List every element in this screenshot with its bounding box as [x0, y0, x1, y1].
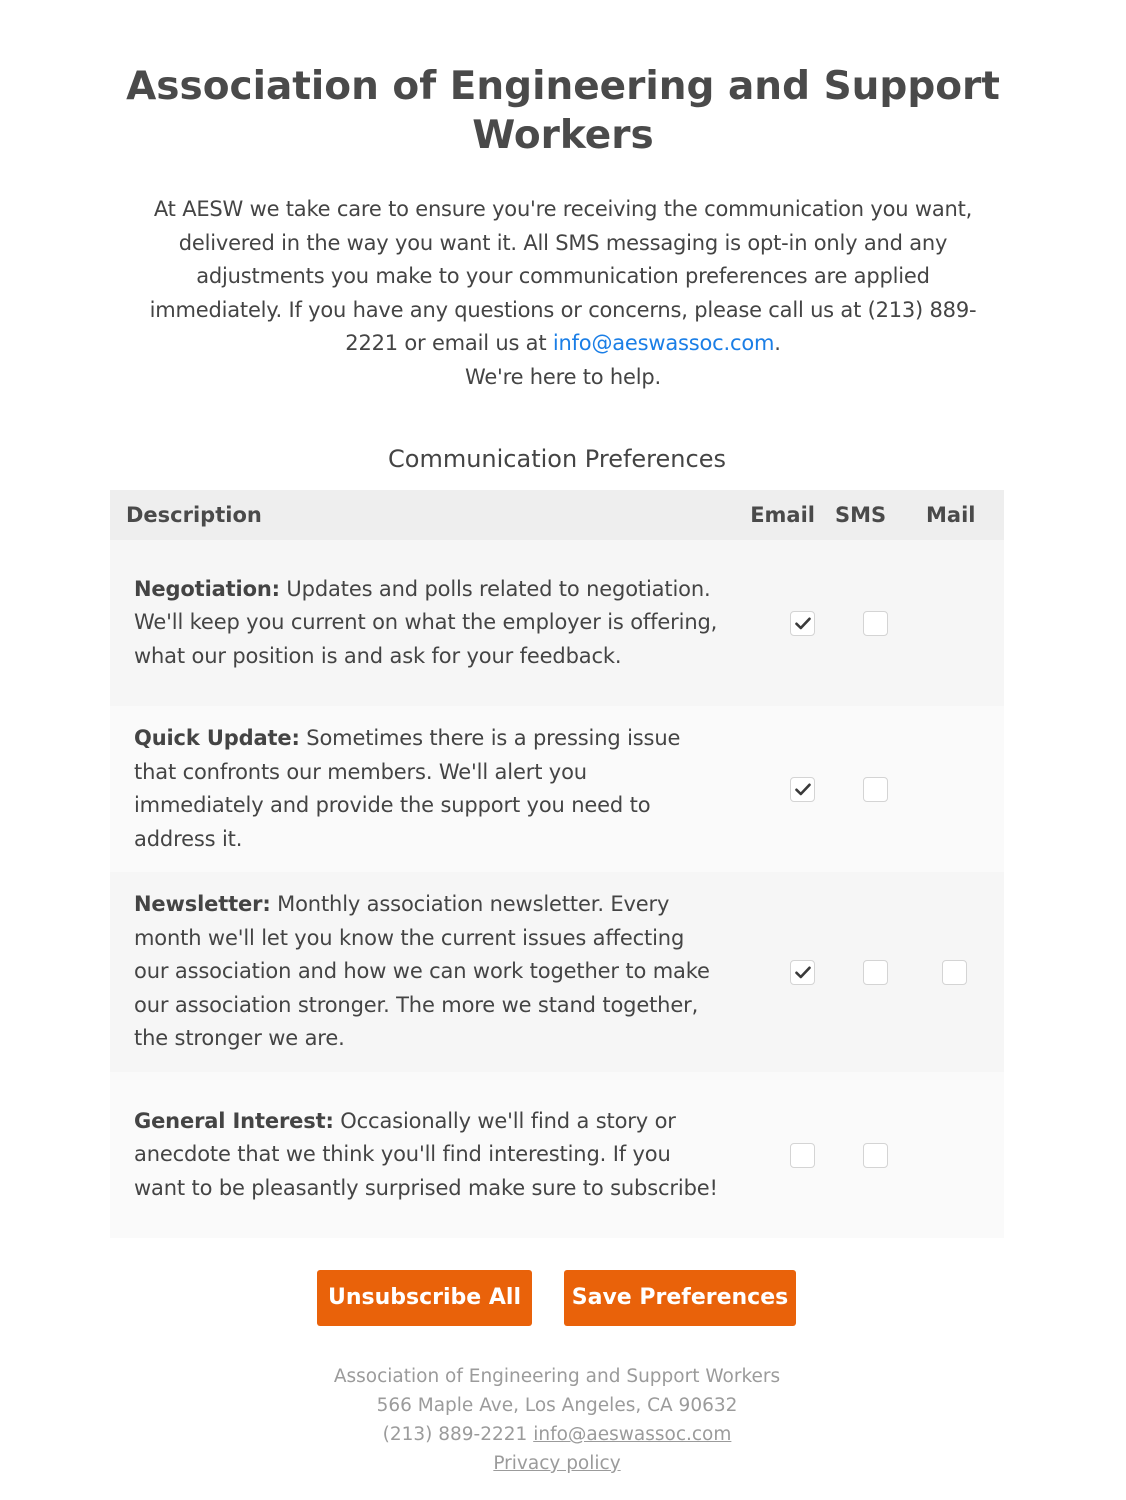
intro-closing: We're here to help. [464, 364, 662, 389]
email-cell [720, 706, 830, 872]
preference-description [110, 706, 720, 872]
email-cell [720, 540, 830, 706]
email-checkbox[interactable] [790, 960, 815, 985]
preference-text: Monthly association newsletter. Every month we'll let you know the current issues affecting our association and how we can work together to make our association stronger. The more we stand together, the stronger we are. [134, 892, 710, 1051]
save-preferences-button[interactable]: Save Preferences [564, 1270, 796, 1326]
preference-description [110, 872, 720, 1072]
table-row [110, 872, 1004, 1072]
intro-text [132, 193, 994, 395]
page-title: Association of Engineering and Support Workers [126, 64, 1000, 158]
sms-checkbox[interactable] [863, 1143, 888, 1168]
preference-name: Quick Update: [134, 726, 300, 750]
column-header-email: Email [720, 490, 830, 540]
table-row [110, 1072, 1004, 1238]
email-checkbox[interactable] [790, 1143, 815, 1168]
footer-org: Association of Engineering and Support Workers [333, 1366, 781, 1387]
footer [110, 1362, 1004, 1478]
preference-text: Sometimes there is a pressing issue that confronts our members. We'll alert you immediately and provide the support you need to address it. [134, 726, 681, 851]
mail-checkbox[interactable] [942, 960, 967, 985]
email-cell [720, 872, 830, 1072]
email-checkbox[interactable] [790, 611, 815, 636]
mail-cell [902, 706, 1004, 872]
preferences-rows [110, 540, 1004, 1238]
preferences-title: Communication Preferences [388, 445, 726, 473]
preference-name: General Interest: [134, 1108, 334, 1133]
sms-cell [830, 706, 902, 872]
table-row [110, 540, 1004, 706]
sms-cell [830, 872, 902, 1072]
sms-checkbox[interactable] [863, 611, 888, 636]
footer-email-link[interactable]: info@aeswassoc.com [533, 1424, 732, 1445]
sms-cell [830, 1072, 902, 1238]
preference-description [110, 1072, 720, 1238]
footer-contact [110, 1420, 1004, 1449]
column-header-description: Description [110, 490, 720, 540]
preferences-table [110, 490, 1004, 1238]
intro-body: At AESW we take care to ensure you're receiving the communication you want, delivered in the way you want it. All SMS messaging is opt-in only and any adjustments you make to your communication preferences are applied immediately. If you have any questions or concerns, please call us at (213) 889-2221 or email us at [149, 197, 977, 356]
mail-cell [902, 540, 1004, 706]
column-header-mail: Mail [902, 490, 1004, 540]
mail-cell [902, 872, 1004, 1072]
preference-text: Occasionally we'll find a story or anecdote that we think you'll find interesting. If you want to be pleasantly surprised make sure to subscribe! [134, 1108, 718, 1200]
preference-name: Negotiation: [134, 576, 280, 601]
footer-address: 566 Maple Ave, Los Angeles, CA 90632 [376, 1395, 738, 1416]
intro-email-link[interactable]: info@aeswassoc.com [552, 331, 775, 356]
privacy-policy-link[interactable]: Privacy policy [493, 1453, 621, 1474]
column-header-sms: SMS [830, 490, 902, 540]
preference-name: Newsletter: [134, 892, 271, 917]
footer-phone: (213) 889-2221 [382, 1424, 528, 1445]
preference-description [110, 540, 720, 706]
intro-punct: . [774, 331, 781, 356]
sms-cell [830, 540, 902, 706]
preference-text: Updates and polls related to negotiation. We'll keep you current on what the employer is offering, what our position is and ask for your feedback. [134, 576, 718, 668]
unsubscribe-all-button[interactable]: Unsubscribe All [317, 1270, 532, 1326]
email-checkbox[interactable] [790, 777, 815, 802]
mail-cell [902, 1072, 1004, 1238]
table-row [110, 706, 1004, 872]
sms-checkbox[interactable] [863, 777, 888, 802]
sms-checkbox[interactable] [863, 960, 888, 985]
table-header-row [110, 490, 1004, 540]
email-cell [720, 1072, 830, 1238]
